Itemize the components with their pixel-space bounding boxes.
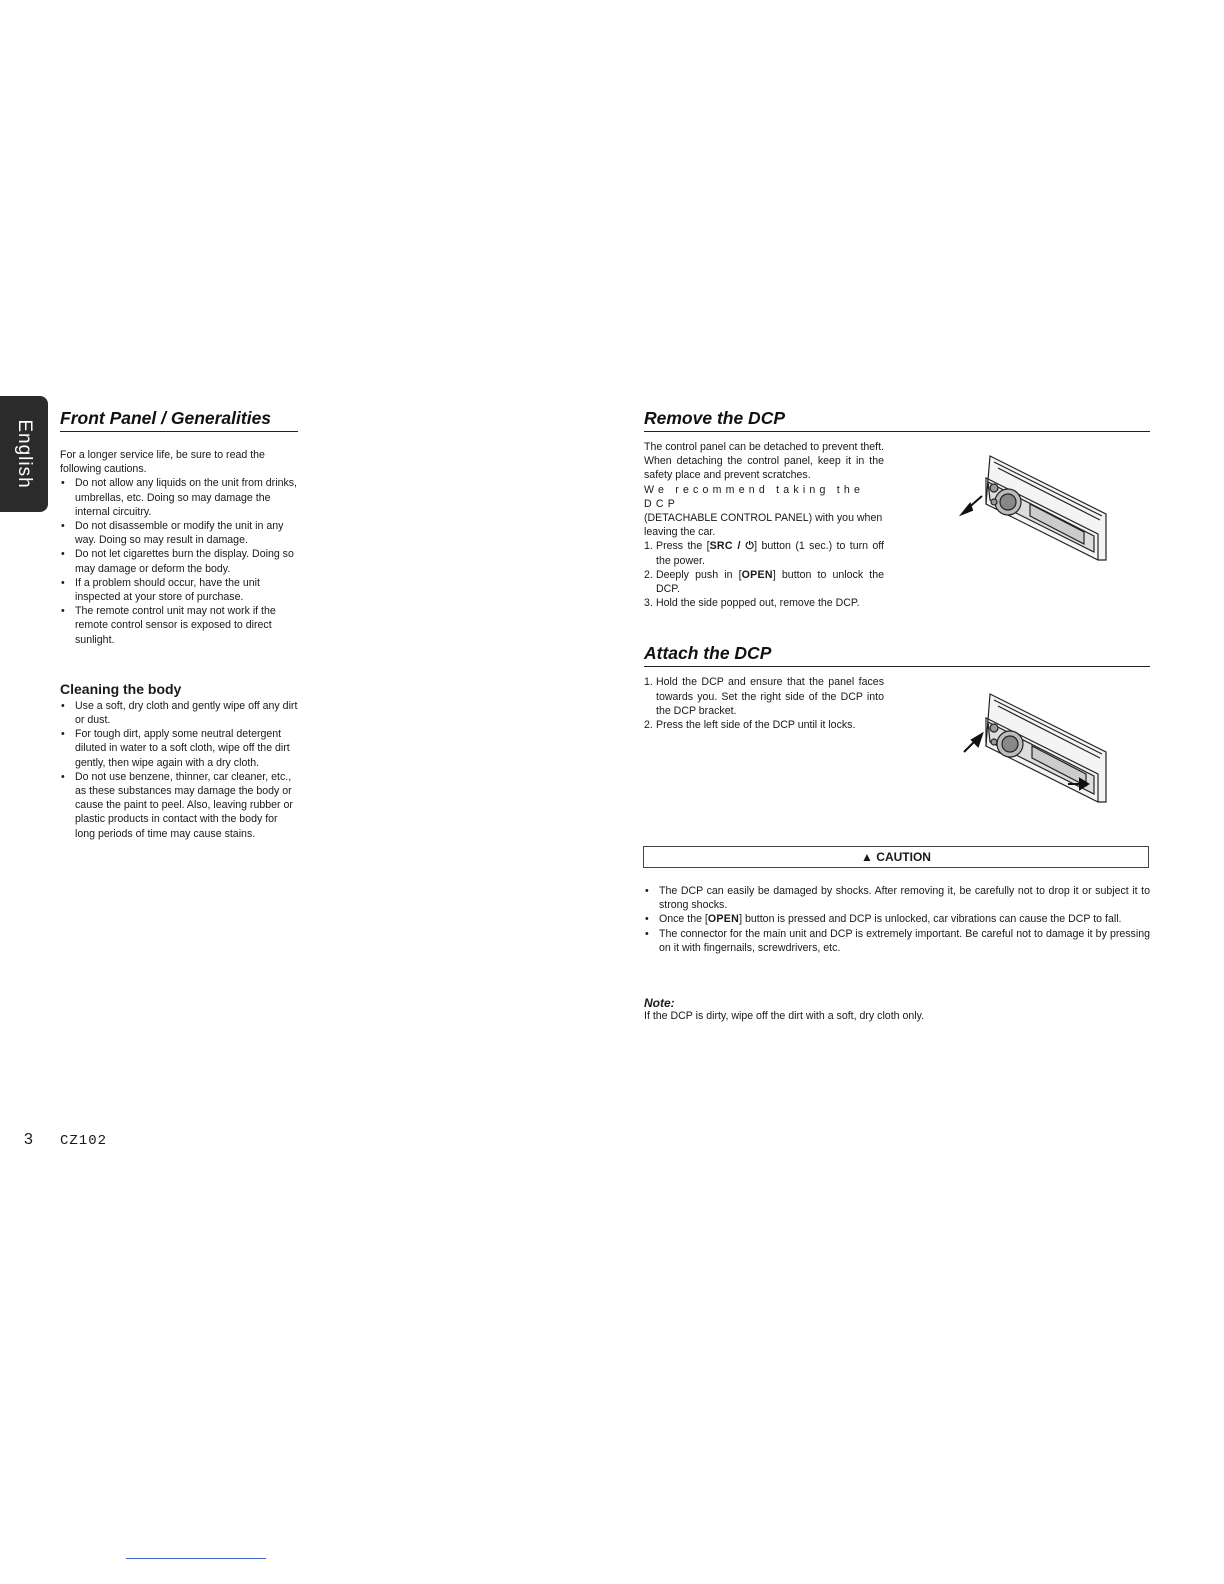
attach-dcp-text [644, 675, 884, 732]
list-item: • The remote control unit may not work if the remote control sensor is exposed to direct sunlight. [60, 604, 300, 647]
remove-intro: The control panel can be detached to prevent theft. When detaching the control panel, keep it in the safety place and prevent scratches. [644, 441, 884, 482]
note-title: Note: [644, 996, 675, 1010]
list-item: • For tough dirt, apply some neutral detergent diluted in water to a soft cloth, wipe off the dirt gently, then wipe again with a dry cloth. [60, 727, 300, 770]
list-item: • Do not use benzene, thinner, car cleaner, etc., as these substances may damage the body or cause the paint to peel. Also, leaving rubber or plastic products in contact with the body for long periods of time may cause stains. [60, 770, 300, 841]
remove-steps [644, 539, 884, 610]
list-item: 1. Press the [SRC / ⏻] button (1 sec.) to turn off the power. [644, 540, 885, 567]
open-key-label: OPEN [707, 913, 740, 926]
list-item: 2. Deeply push in [OPEN] button to unlock the DCP. [644, 568, 885, 596]
note-text: If the DCP is dirty, wipe off the dirt with a soft, dry cloth only. [644, 1010, 925, 1022]
caution-list [644, 884, 1150, 955]
list-item: • Do not let cigarettes burn the display. Doing so may damage or deform the body. [60, 547, 300, 575]
cleaning-title: Cleaning the body [60, 680, 182, 697]
warning-triangle-icon: ▲ [861, 850, 873, 864]
src-key-label: SRC / ⏻ [709, 540, 755, 553]
list-item: • Do not disassemble or modify the unit in any way. Doing so may result in damage. [60, 519, 300, 547]
remove-recommend: We recommend taking the DCP [644, 483, 865, 510]
list-item: • If a problem should occur, have the unit inspected at your store of purchase. [60, 576, 300, 604]
front-panel-title: Front Panel / Generalities [60, 408, 298, 432]
divider-line [126, 1558, 266, 1559]
remove-dcp-title: Remove the DCP [644, 408, 1150, 432]
caution-label: CAUTION [876, 850, 931, 864]
list-item: 2. Press the left side of the DCP until it locks. [644, 719, 856, 732]
remove-dcp-illustration [958, 452, 1112, 566]
attach-steps [644, 675, 884, 732]
list-item: 3. Hold the side popped out, remove the DCP. [644, 597, 860, 610]
page-number: 3 [24, 1131, 33, 1148]
list-item: • The connector for the main unit and DCP is extremely important. Be careful not to damage it by pressing on it with fingernails, screwdrivers, etc. [644, 927, 1150, 955]
attach-dcp-title: Attach the DCP [644, 643, 1150, 667]
open-key-label: OPEN [741, 568, 773, 581]
front-panel-cautions [60, 476, 300, 646]
list-item: • Do not allow any liquids on the unit from drinks, umbrellas, etc. Doing so may damage the internal circuitry. [60, 476, 300, 519]
language-tab [0, 396, 48, 512]
language-label: English [14, 419, 35, 489]
attach-dcp-illustration [958, 690, 1112, 808]
cleaning-list [60, 699, 300, 841]
model-name: CZ102 [60, 1133, 108, 1149]
remove-dcp-text [644, 440, 884, 610]
caution-header [643, 846, 1149, 868]
list-item: • The DCP can easily be damaged by shocks. After removing it, be carefully not to drop it or subject it to strong shocks. [644, 884, 1150, 912]
list-item: 1. Hold the DCP and ensure that the panel faces towards you. Set the right side of the DCP into the DCP bracket. [644, 676, 884, 717]
left-column [60, 408, 300, 841]
front-panel-intro: For a longer service life, be sure to read the following cautions. [60, 449, 265, 476]
remove-recommend-rest: (DETACHABLE CONTROL PANEL) with you when leaving the car. [644, 512, 883, 539]
list-item: • Once the [OPEN] button is pressed and DCP is unlocked, car vibrations can cause the DCP to fall. [644, 912, 1150, 926]
list-item: • Use a soft, dry cloth and gently wipe off any dirt or dust. [60, 699, 300, 727]
